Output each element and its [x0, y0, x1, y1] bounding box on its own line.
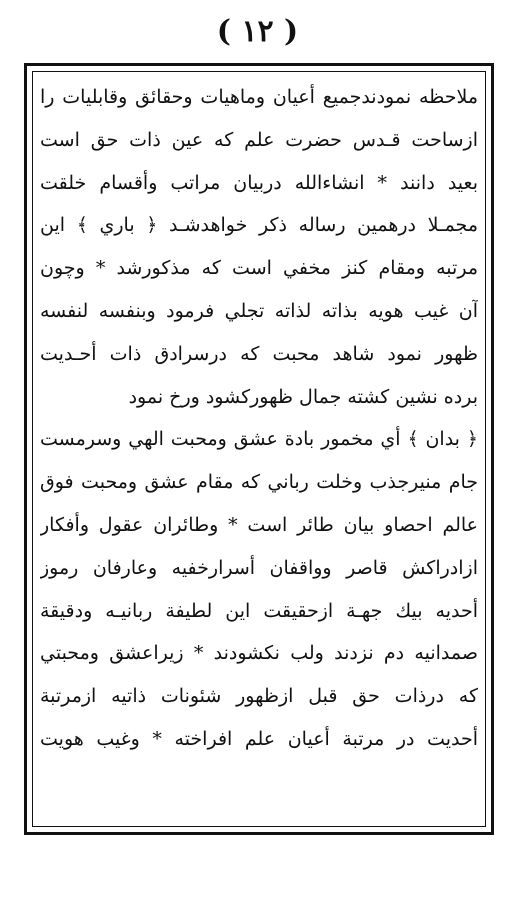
- text-line: بعيد دانند * انشاءالله دربيان مراتب وأقسام خلقت: [40, 171, 478, 194]
- text-line: ازادراكش قاصر وواقفان أسرارخفيه وعارفان رموز: [40, 556, 478, 579]
- text-line: مرتبه ومقام كنز مخفي است كه مذكورشد * وچون: [40, 257, 478, 280]
- text-line: كه درذات حق قبل ازظهور شئونات ذاتيه ازمرتبة: [40, 685, 478, 708]
- text-line: ﴿ بدان ﴾ أي مخمور بادة عشق ومحبت الهي وسرمست: [40, 428, 478, 451]
- text-line: أحديت در مرتبة أعيان علم افراخته * وغيب هويت: [40, 727, 478, 750]
- text-line: برده نشين كشته جمال ظهوركشود ورخ نمود: [128, 385, 478, 408]
- text-line: ظهور نمود شاهد محبت كه درسرادق ذات أحـديت: [40, 342, 478, 365]
- text-line: عالم احصاو بيان طائر است * وطائران عقول وأفكار: [40, 513, 478, 536]
- text-body: [40, 76, 478, 761]
- text-line: ملاحظه نمودندجميع أعيان وماهيات وحقائق وقابليات را: [40, 86, 478, 108]
- text-line: ازساحت قـدس حضرت علم كه عين ذات حق است: [40, 128, 478, 151]
- text-line: آن غيب هويه بذاته لذاته تجلي فرمود وبنفسه لنفسه: [40, 299, 478, 322]
- text-line: صمدانيه دم نزدند ولب نكشودند * زيراعشق ومحبتي: [40, 642, 478, 665]
- text-line: جام منيرجذب وخلت رباني كه مقام عشق ومحبت فوق: [40, 471, 478, 494]
- page-number: ( ١٢ ): [216, 14, 299, 49]
- text-line: مجمـلا درهمين رساله ذكر خواهدشـد ﴿ باري ﴾ اين: [40, 214, 478, 237]
- text-line: أحديه بيك جهـة ازحقيقت اين لطيفة ربانيـه ودقيقة: [40, 599, 478, 622]
